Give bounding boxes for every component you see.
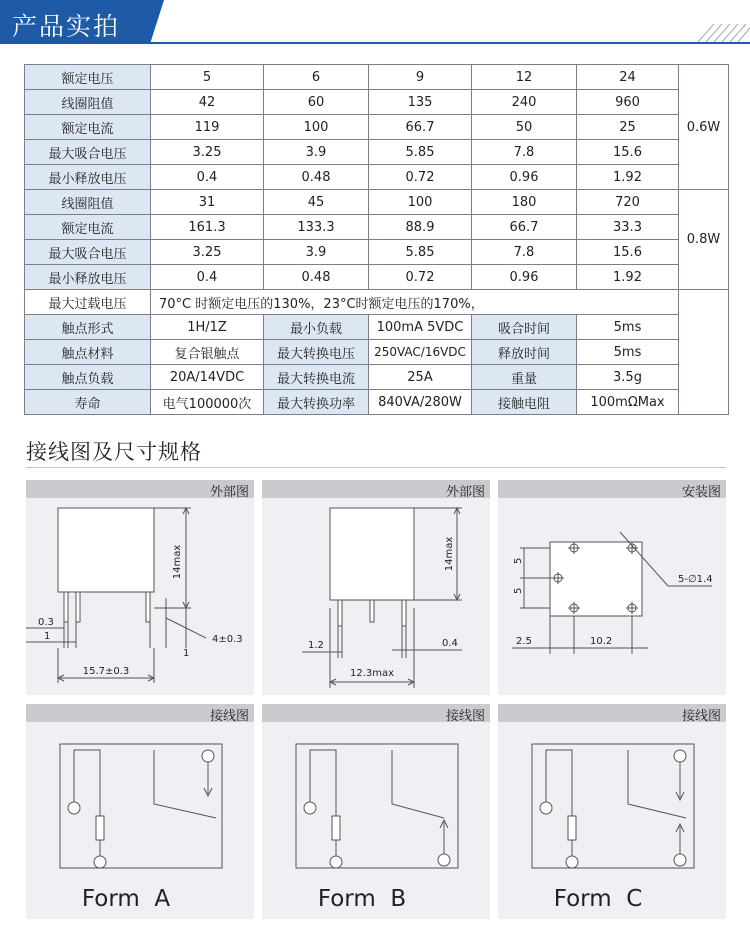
table-cell: 7.8 xyxy=(472,240,577,265)
section-divider xyxy=(26,467,726,468)
mounting-panel xyxy=(498,480,726,695)
table-cell: 100 xyxy=(264,115,369,140)
table-row xyxy=(25,365,729,390)
table-cell: 3.25 xyxy=(151,240,264,265)
panel-header xyxy=(26,704,254,722)
panel-header xyxy=(262,480,490,498)
table-cell: 25A xyxy=(369,365,472,390)
hatch-decoration-icon xyxy=(690,24,750,42)
table-cell: 42 xyxy=(151,90,264,115)
overload-note: 70°C 时额定电压的130%，23°C时额定电压的170%， xyxy=(151,290,679,315)
table-cell: 119 xyxy=(151,115,264,140)
table-row xyxy=(25,265,729,290)
dim-h1-label: 2.5 xyxy=(516,636,532,647)
table-cell: 45 xyxy=(264,190,369,215)
table-cell: 24 xyxy=(577,65,679,90)
power-cell-a: 0.6W xyxy=(679,65,729,190)
row-label: 最大转换电压 xyxy=(264,340,369,365)
table-cell: 0.72 xyxy=(369,165,472,190)
form-a-label: Form A xyxy=(81,886,171,912)
table-cell: 复合银触点 xyxy=(151,340,264,365)
table-cell: 5.85 xyxy=(369,140,472,165)
table-cell: 240 xyxy=(472,90,577,115)
form-a-panel xyxy=(26,704,254,919)
power-cell-b: 0.8W xyxy=(679,190,729,290)
table-row xyxy=(25,240,729,265)
table-cell: 3.25 xyxy=(151,140,264,165)
panel-header-label: 接线图 xyxy=(681,709,721,724)
table-cell: 5ms xyxy=(577,315,679,340)
row-label: 最大转换电流 xyxy=(264,365,369,390)
row-label: 最大转换功率 xyxy=(264,390,369,415)
section-title: 接线图及尺寸规格 xyxy=(26,440,202,464)
form-c-wiring-diagram xyxy=(498,722,726,919)
table-cell: 9 xyxy=(369,65,472,90)
table-cell: 0.72 xyxy=(369,265,472,290)
dim-h2-label: 10.2 xyxy=(590,636,613,647)
form-b-label: Form B xyxy=(317,886,407,912)
table-cell: 5.85 xyxy=(369,240,472,265)
table-row xyxy=(25,340,729,365)
table-cell: 133.3 xyxy=(264,215,369,240)
form-c-label: Form C xyxy=(553,886,643,912)
table-row xyxy=(25,165,729,190)
page-title: 产品实拍 xyxy=(12,12,121,41)
table-cell: 180 xyxy=(472,190,577,215)
table-cell: 100mΩMax xyxy=(577,390,679,415)
table-row xyxy=(25,115,729,140)
table-cell: 33.3 xyxy=(577,215,679,240)
table-cell: 100mA 5VDC xyxy=(369,315,472,340)
row-label: 线圈阻值 xyxy=(25,90,151,115)
table-cell: 960 xyxy=(577,90,679,115)
panel-header-label: 接线图 xyxy=(445,709,485,724)
table-cell: 15.6 xyxy=(577,240,679,265)
row-label: 额定电流 xyxy=(25,215,151,240)
table-cell: 66.7 xyxy=(369,115,472,140)
mounting-drawing xyxy=(498,498,726,695)
row-label: 线圈阻值 xyxy=(25,190,151,215)
row-label: 额定电压 xyxy=(25,65,151,90)
table-cell: 0.48 xyxy=(264,265,369,290)
dim-v2-label: 5 xyxy=(513,587,524,594)
table-cell: 88.9 xyxy=(369,215,472,240)
row-label: 最小负载 xyxy=(264,315,369,340)
row-label: 触点形式 xyxy=(25,315,151,340)
row-label: 触点负载 xyxy=(25,365,151,390)
table-cell: 12 xyxy=(472,65,577,90)
table-row xyxy=(25,65,729,90)
table-row xyxy=(25,390,729,415)
panel-header xyxy=(498,704,726,722)
dim-pin-label: 4±0.3 xyxy=(212,634,243,645)
table-cell: 5 xyxy=(151,65,264,90)
table-row xyxy=(25,315,729,340)
table-cell: 250VAC/16VDC xyxy=(369,340,472,365)
side-view-panel xyxy=(262,480,490,695)
row-label: 最大吸合电压 xyxy=(25,240,151,265)
dim-c-label: 1 xyxy=(183,648,190,659)
table-cell: 0.4 xyxy=(151,165,264,190)
row-label: 接触电阻 xyxy=(472,390,577,415)
table-cell: 0.48 xyxy=(264,165,369,190)
table-cell: 840VA/280W xyxy=(369,390,472,415)
row-label: 最大过载电压 xyxy=(25,290,151,315)
row-label: 寿命 xyxy=(25,390,151,415)
panel-header-label: 外部图 xyxy=(209,485,249,500)
table-cell: 50 xyxy=(472,115,577,140)
table-cell: 3.5g xyxy=(577,365,679,390)
table-cell: 720 xyxy=(577,190,679,215)
table-cell: 0.96 xyxy=(472,165,577,190)
table-row xyxy=(25,140,729,165)
row-label: 吸合时间 xyxy=(472,315,577,340)
row-label: 最小释放电压 xyxy=(25,265,151,290)
table-cell: 6 xyxy=(264,65,369,90)
table-cell: 60 xyxy=(264,90,369,115)
form-a-wiring-diagram xyxy=(26,722,254,919)
table-cell: 5ms xyxy=(577,340,679,365)
table-cell: 31 xyxy=(151,190,264,215)
table-cell: 161.3 xyxy=(151,215,264,240)
panel-header xyxy=(498,480,726,498)
table-cell: 0.4 xyxy=(151,265,264,290)
table-cell: 电气100000次 xyxy=(151,390,264,415)
dim-width-label: 15.7±0.3 xyxy=(82,666,130,677)
table-cell: 135 xyxy=(369,90,472,115)
panel-header-label: 外部图 xyxy=(445,485,485,500)
front-view-drawing xyxy=(26,498,254,695)
empty-cell xyxy=(679,290,729,415)
row-label: 释放时间 xyxy=(472,340,577,365)
table-cell: 1.92 xyxy=(577,265,679,290)
row-label: 最大吸合电压 xyxy=(25,140,151,165)
dim-hole-label: 5-∅1.4 xyxy=(678,574,713,585)
table-cell: 20A/14VDC xyxy=(151,365,264,390)
dim-height-label: 14max xyxy=(172,544,183,580)
dim-v1-label: 5 xyxy=(513,557,524,564)
banner-underline xyxy=(150,42,750,44)
dim-b-label: 0.4 xyxy=(442,638,458,649)
dim-width-label: 12.3max xyxy=(349,668,395,679)
spec-table xyxy=(24,64,729,415)
row-label: 额定电流 xyxy=(25,115,151,140)
dim-b-label: 1 xyxy=(44,631,51,642)
panel-header-label: 安装图 xyxy=(681,485,721,500)
panel-header xyxy=(262,704,490,722)
table-row xyxy=(25,90,729,115)
side-view-drawing xyxy=(262,498,490,695)
table-cell: 7.8 xyxy=(472,140,577,165)
table-row xyxy=(25,290,729,315)
header-banner xyxy=(0,0,750,50)
form-b-panel xyxy=(262,704,490,919)
table-cell: 15.6 xyxy=(577,140,679,165)
form-c-panel xyxy=(498,704,726,919)
dim-a-label: 1.2 xyxy=(308,640,324,651)
form-b-wiring-diagram xyxy=(262,722,490,919)
dim-height-label: 14max xyxy=(444,536,455,572)
front-view-panel xyxy=(26,480,254,695)
table-cell: 1H/1Z xyxy=(151,315,264,340)
table-cell: 3.9 xyxy=(264,140,369,165)
table-cell: 100 xyxy=(369,190,472,215)
table-cell: 3.9 xyxy=(264,240,369,265)
banner-bar-edge xyxy=(150,0,164,44)
row-label: 最小释放电压 xyxy=(25,165,151,190)
table-cell: 25 xyxy=(577,115,679,140)
table-row xyxy=(25,215,729,240)
dim-a-label: 0.3 xyxy=(38,617,54,628)
row-label: 重量 xyxy=(472,365,577,390)
table-cell: 0.96 xyxy=(472,265,577,290)
row-label: 触点材料 xyxy=(25,340,151,365)
table-cell: 66.7 xyxy=(472,215,577,240)
panel-header xyxy=(26,480,254,498)
panel-header-label: 接线图 xyxy=(209,709,249,724)
table-cell: 1.92 xyxy=(577,165,679,190)
table-row xyxy=(25,190,729,215)
